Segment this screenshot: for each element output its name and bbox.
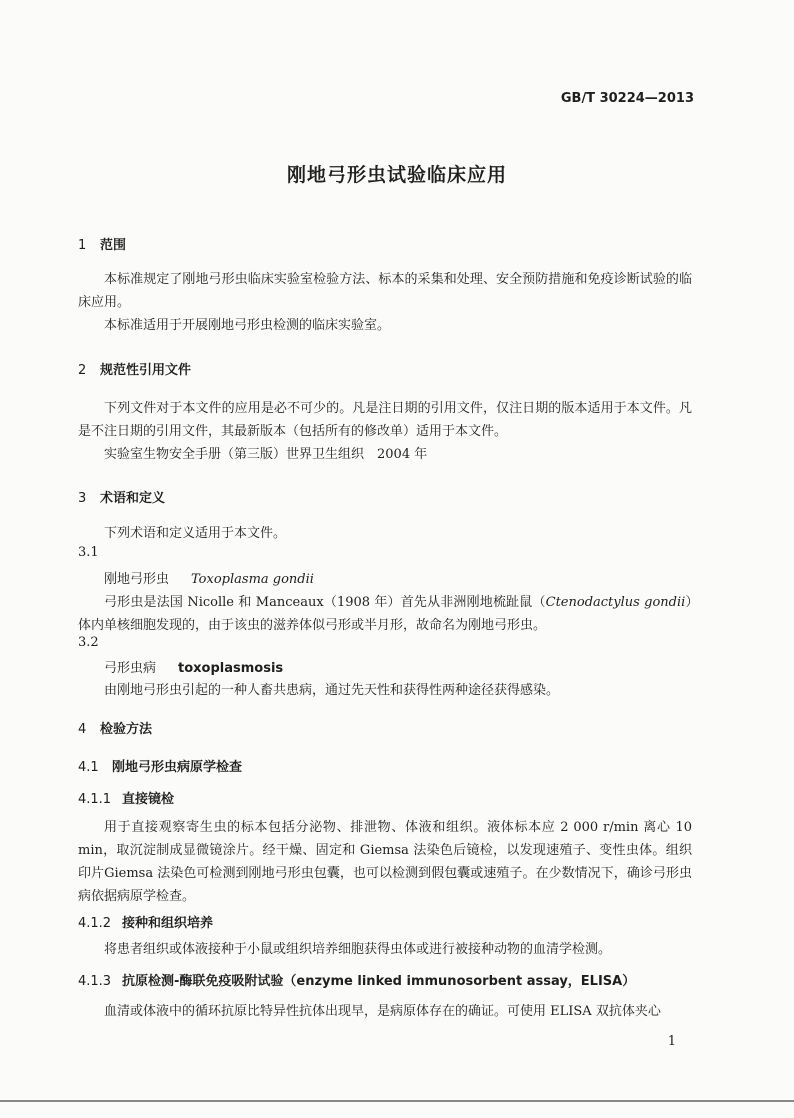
section-3-heading xyxy=(78,487,165,506)
section-title: 检验方法 xyxy=(100,722,153,737)
definition-text: 弓形虫是法国 Nicolle 和 Manceaux（1908 年）首先从非洲刚地梳趾鼠（ xyxy=(104,595,546,610)
page-number: 1 xyxy=(667,1034,676,1049)
section-number: 2 xyxy=(78,363,87,378)
section-2-paragraph-1: 下列文件对于本文件的应用是必不可少的。凡是注日期的引用文件，仅注日期的版本适用于本文件。凡是不注日期的引用文件，其最新版本（包括所有的修改单）适用于本文件。 xyxy=(78,401,692,439)
section-number: 4.1.3 xyxy=(78,974,112,989)
section-number: 4 xyxy=(78,722,87,737)
section-4-1-3-paragraph: 血清或体液中的循环抗原比特异性抗体出现早，是病原体存在的确证。可使用 ELISA 双抗体夹心 xyxy=(104,1004,661,1019)
term-3-2-number: 3.2 xyxy=(78,635,99,650)
section-4-heading xyxy=(78,718,152,737)
section-title: 抗原检测-酶联免疫吸附试验（enzyme linked immunosorbent assay，ELISA） xyxy=(122,974,636,989)
species-name: Ctenodactylus gondii xyxy=(545,595,686,610)
section-title: 刚地弓形虫病原学检查 xyxy=(112,760,243,775)
definition-text: ）体内单核细胞发现的，由于该虫的滋养体似弓形或半月形，故命名为刚地弓形虫。 xyxy=(78,595,692,633)
term-3-2-definition: 由刚地弓形虫引起的一种人畜共患病，通过先天性和获得性两种途径获得感染。 xyxy=(104,683,560,698)
section-4-1-3-heading xyxy=(78,970,635,989)
section-4-1-1-heading xyxy=(78,788,174,807)
section-title: 术语和定义 xyxy=(100,491,166,506)
section-number: 4.1 xyxy=(78,760,99,775)
section-number: 4.1.1 xyxy=(78,792,112,807)
section-number: 4.1.2 xyxy=(78,916,112,931)
section-number: 1 xyxy=(78,238,87,253)
section-4-1-heading xyxy=(78,756,242,775)
term-english: Toxoplasma gondii xyxy=(191,572,314,587)
term-chinese: 弓形虫病 xyxy=(104,661,157,676)
section-4-1-1-paragraph: 用于直接观察寄生虫的标本包括分泌物、排泄物、体液和组织。液体标本应 2 000 r/min 离心 10 min，取沉淀制成显微镜涂片。经干燥、固定和 Giemsa 法染色后镜检，以发现速殖子、变性虫体。组织印片Giemsa 法染色可检测到刚地弓形虫包囊，也可以检测到假包囊或速殖子。在少数情况下，确诊弓形虫病依据病原学检查。 xyxy=(78,820,692,904)
term-chinese: 刚地弓形虫 xyxy=(104,572,170,587)
section-4-1-2-paragraph: 将患者组织或体液接种于小鼠或组织培养细胞获得虫体或进行被接种动物的血清学检测。 xyxy=(104,942,612,957)
section-4-1-2-heading xyxy=(78,912,213,931)
section-1-paragraph-2: 本标准适用于开展刚地弓形虫检测的临床实验室。 xyxy=(104,318,391,333)
section-title: 直接镜检 xyxy=(122,792,175,807)
term-3-1 xyxy=(104,568,314,587)
standard-number: GB/T 30224—2013 xyxy=(560,91,694,106)
section-title: 范围 xyxy=(100,238,127,253)
term-3-2 xyxy=(104,657,283,676)
section-2-heading xyxy=(78,359,191,378)
bottom-rule xyxy=(0,1100,794,1102)
section-number: 3 xyxy=(78,491,87,506)
normative-reference: 实验室生物安全手册（第三版）世界卫生组织 2004 年 xyxy=(104,447,428,462)
section-title: 规范性引用文件 xyxy=(100,363,192,378)
term-3-1-number: 3.1 xyxy=(78,545,99,560)
term-english: toxoplasmosis xyxy=(178,661,284,676)
term-3-1-definition xyxy=(78,591,692,637)
section-title: 接种和组织培养 xyxy=(122,916,214,931)
section-1-heading xyxy=(78,234,126,253)
section-1-paragraph-1: 本标准规定了刚地弓形虫临床实验室检验方法、标本的采集和处理、安全预防措施和免疫诊断试验的临床应用。 xyxy=(78,272,692,310)
page-title: 刚地弓形虫试验临床应用 xyxy=(286,164,507,186)
section-3-paragraph-1: 下列术语和定义适用于本文件。 xyxy=(104,526,287,541)
